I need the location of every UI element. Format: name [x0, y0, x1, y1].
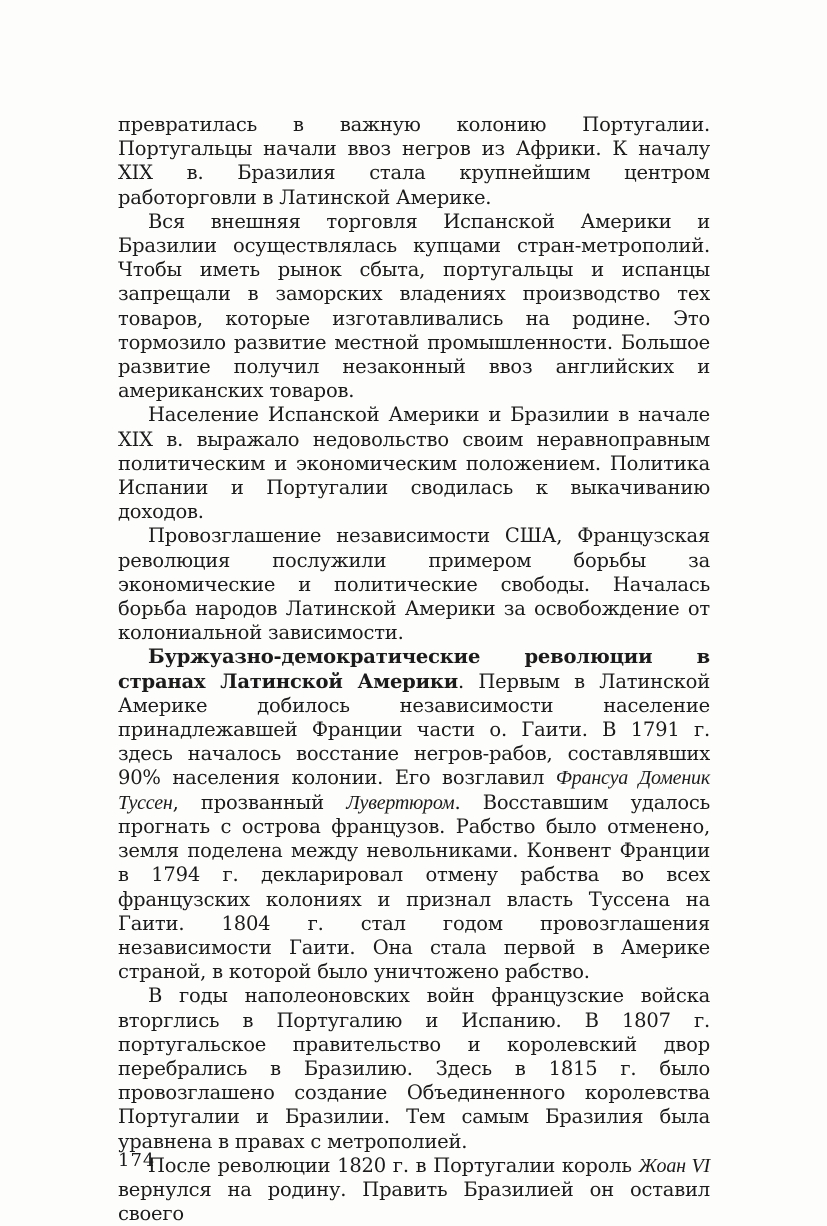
- paragraph-text: После революции 1820 г. в Португалии король: [148, 1153, 639, 1177]
- paragraph-text: Вся внешняя торговля Испанской Америки и Бразилии осуществлялась купцами стран-метрополий. Чтобы иметь рынок сбыта, португальцы и испанцы запрещали в заморских владениях производство тех товаров, которые изготавливались на родине. Это тормозило развитие местной промышленности. Большое развитие получил незаконный ввоз английских и американских товаров.: [118, 209, 710, 403]
- paragraph: [118, 645, 710, 984]
- person-name: Франсуа Доменик Туссен: [118, 767, 710, 814]
- paragraph: [118, 113, 710, 210]
- paragraph-text: Население Испанской Америки и Бразилии в начале XIX в. выражало недовольство своим неравноправным политическим и экономическим положением. Политика Испании и Португалии сводилась к выкачиванию доходов.: [118, 403, 710, 524]
- paragraph-text: , прозванный: [172, 790, 347, 814]
- paragraph: [118, 1154, 710, 1226]
- paragraph: [118, 403, 710, 524]
- paragraph: [118, 210, 710, 404]
- paragraph-text: вернулся на родину. Править Бразилией он оставил своего: [118, 1177, 710, 1226]
- paragraph-text: В годы наполеоновских войн французские войска вторглись в Португалию и Испанию. В 1807 г. португальское правительство и королевский двор перебрались в Бразилию. Здесь в 1815 г. было провозглашено создание Объединенного королевства Португалии и Бразилии. Тем самым Бразилия была уравнена в правах с метрополией.: [118, 984, 710, 1153]
- page-number: 174: [118, 1150, 156, 1171]
- paragraph: [118, 984, 710, 1153]
- paragraph-text: . Первым в Латинской Америке добилось независимости население принадлежавшей Франции части о. Гаити. В 1791 г. здесь началось восстание негров-рабов, составлявших 90% населения колонии. Его возглавил: [118, 669, 710, 790]
- paragraph-text: превратилась в важную колонию Португалии. Португальцы начали ввоз негров из Африки. К началу XIX в. Бразилия стала крупнейшим центром работорговли в Латинской Америке.: [118, 113, 710, 209]
- body-text: [118, 113, 710, 1226]
- paragraph-text: . Восставшим удалось прогнать с острова французов. Рабство было отменено, земля поделена между невольниками. Конвент Франции в 1794 г. декларировал отмену рабства во всех французских колониях и признал власть Туссена на Гаити. 1804 г. стал годом провозглашения независимости Гаити. Она стала первой в Америке страной, в которой было уничтожено рабство.: [118, 790, 711, 984]
- paragraph: [118, 524, 710, 645]
- section-heading: Буржуазно-демократические революции в странах Латинской Америки: [118, 645, 710, 693]
- person-name: Жоан VI: [638, 1154, 710, 1177]
- person-name: Лувертюром: [346, 791, 455, 814]
- paragraph-text: Провозглашение независимости США, Французская революция послужили примером борьбы за экономические и политические свободы. Началась борьба народов Латинской Америки за освобождение от колониальной зависимости.: [118, 524, 710, 645]
